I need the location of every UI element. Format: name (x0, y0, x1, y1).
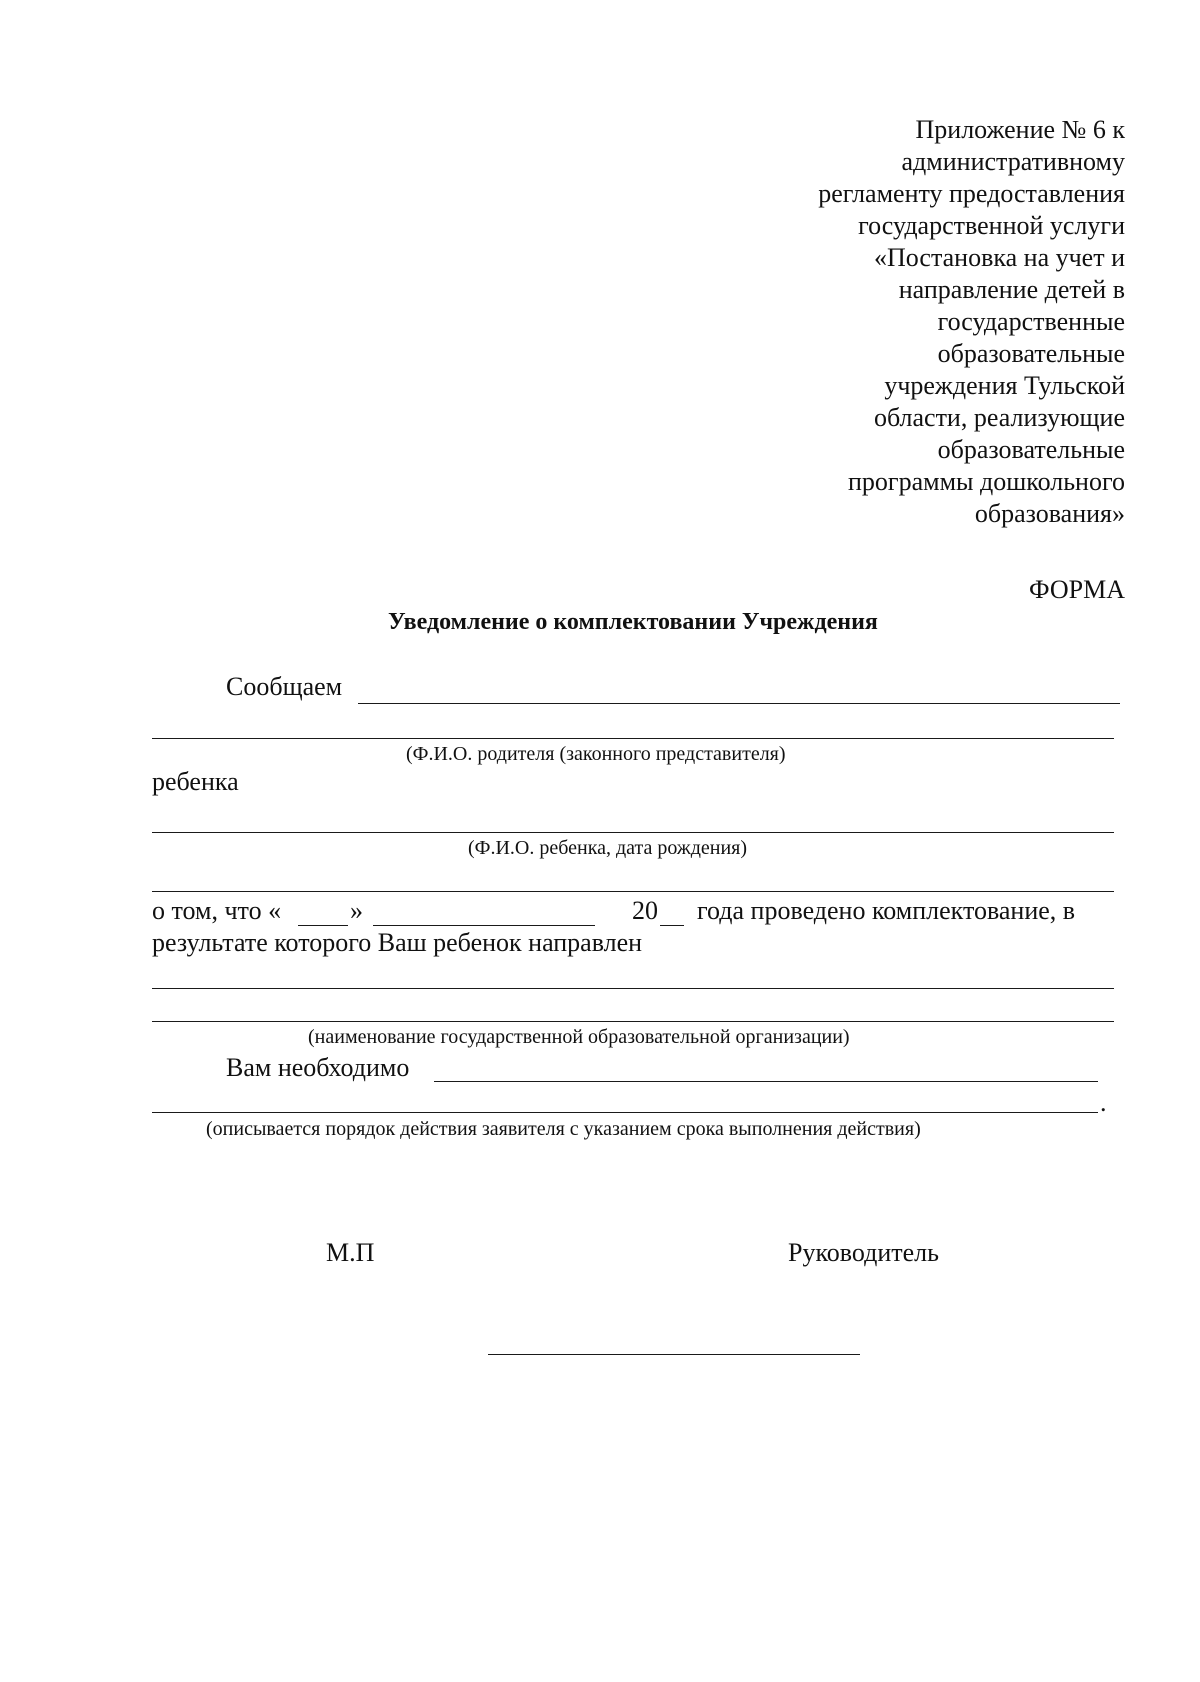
child-name-field-continued[interactable] (152, 891, 1114, 892)
appendix-line: государственной услуги (858, 211, 1125, 240)
need-label: Вам необходимо (226, 1053, 410, 1082)
appendix-header (705, 114, 1125, 530)
parent-name-field[interactable] (358, 703, 1120, 704)
appendix-line: учреждения Тульской (884, 371, 1125, 400)
child-name-field[interactable] (152, 832, 1114, 833)
child-label: ребенка (152, 767, 239, 796)
signature-line[interactable] (488, 1354, 860, 1355)
appendix-line: направление детей в (898, 275, 1125, 304)
stamp-label: М.П (326, 1238, 375, 1267)
child-caption: (Ф.И.О. ребенка, дата рождения) (468, 837, 748, 859)
appendix-line: государственные (937, 307, 1125, 336)
month-field[interactable] (373, 925, 595, 926)
action-caption: (описывается порядок действия заявителя с указанием срока выполнения действия) (206, 1118, 921, 1140)
year-field[interactable] (660, 925, 684, 926)
head-label: Руководитель (788, 1238, 939, 1267)
end-dot: . (1100, 1088, 1107, 1117)
appendix-line: регламенту предоставления (818, 179, 1125, 208)
document-title: Уведомление о комплектовании Учреждения (388, 609, 878, 635)
date-quote-close: » (350, 896, 363, 925)
appendix-line: образования» (974, 499, 1125, 528)
action-field[interactable] (434, 1081, 1098, 1082)
date-prefix: о том, что « (152, 896, 282, 925)
organization-field[interactable] (152, 988, 1114, 989)
action-field-continued[interactable] (152, 1112, 1098, 1113)
parent-name-field-continued[interactable] (152, 738, 1114, 739)
appendix-line: области, реализующие (873, 403, 1125, 432)
appendix-line: «Постановка на учет и (874, 243, 1125, 272)
organization-field-continued[interactable] (152, 1021, 1114, 1022)
result-line: результате которого Ваш ребенок направлен (152, 928, 643, 957)
appendix-line: образовательные (937, 435, 1125, 464)
appendix-line: образовательные (937, 339, 1125, 368)
appendix-line: Приложение № 6 к (915, 115, 1125, 144)
organization-caption: (наименование государственной образовательной организации) (308, 1026, 850, 1048)
appendix-line: административному (901, 147, 1125, 176)
parent-caption: (Ф.И.О. родителя (законного представителя) (406, 743, 786, 765)
report-label: Сообщаем (226, 672, 343, 701)
appendix-line: программы дошкольного (848, 467, 1125, 496)
date-suffix: года проведено комплектование, в (697, 896, 1076, 925)
form-label: ФОРМА (1029, 575, 1125, 604)
year-prefix: 20 (632, 896, 658, 925)
day-field[interactable] (298, 925, 348, 926)
